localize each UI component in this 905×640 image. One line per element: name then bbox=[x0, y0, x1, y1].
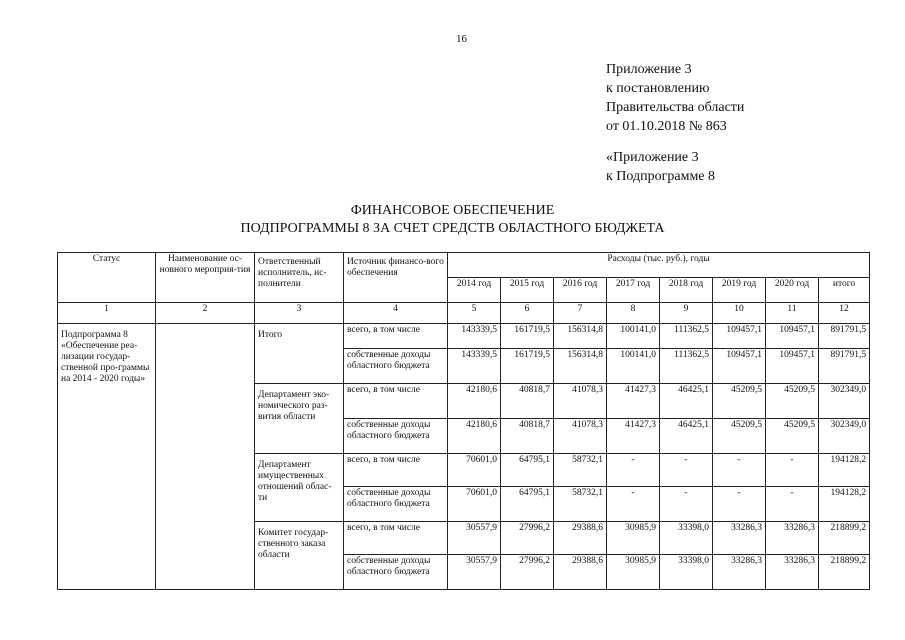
value-cell: 45209,5 bbox=[766, 384, 819, 419]
header-name: Наименование ос-новного мероприя-тия bbox=[156, 253, 255, 303]
value-cell: 40818,7 bbox=[501, 419, 554, 454]
appendix-sub-line: «Приложение 3 bbox=[606, 150, 699, 165]
value-cell: 45209,5 bbox=[713, 384, 766, 419]
source-cell: всего, в том числе bbox=[344, 384, 448, 419]
activity-name-cell bbox=[156, 324, 255, 590]
total-value-cell: 218899,2 bbox=[819, 522, 870, 555]
value-cell: 58732,1 bbox=[554, 454, 607, 487]
header-status: Статус bbox=[58, 253, 156, 303]
value-cell: 111362,5 bbox=[660, 324, 713, 349]
value-cell: 41078,3 bbox=[554, 384, 607, 419]
page-number: 16 bbox=[456, 33, 467, 45]
table-row bbox=[58, 324, 870, 349]
source-cell: всего, в том числе bbox=[344, 522, 448, 555]
header-year: 2017 год bbox=[607, 278, 660, 303]
value-cell: 41427,3 bbox=[607, 384, 660, 419]
header-source: Источник финансо-вого обеспечения bbox=[344, 253, 448, 303]
value-cell: 42180,6 bbox=[448, 384, 501, 419]
responsible-cell: Департамент эко-номического раз-вития области bbox=[255, 384, 344, 454]
source-cell: всего, в том числе bbox=[344, 324, 448, 349]
financing-table bbox=[57, 252, 870, 590]
appendix-line: от 01.10.2018 № 863 bbox=[606, 119, 727, 134]
column-number: 7 bbox=[554, 303, 607, 324]
header-total: итого bbox=[819, 278, 870, 303]
column-number: 3 bbox=[255, 303, 344, 324]
header-expenses: Расходы (тыс. руб.), годы bbox=[448, 253, 870, 278]
value-cell: 156314,8 bbox=[554, 324, 607, 349]
value-cell: 161719,5 bbox=[501, 349, 554, 384]
value-cell: 111362,5 bbox=[660, 349, 713, 384]
total-value-cell: 302349,0 bbox=[819, 384, 870, 419]
value-cell: 70601,0 bbox=[448, 487, 501, 522]
source-cell: всего, в том числе bbox=[344, 454, 448, 487]
column-number: 8 bbox=[607, 303, 660, 324]
header-year: 2016 год bbox=[554, 278, 607, 303]
title-line-1: ФИНАНСОВОЕ ОБЕСПЕЧЕНИЕ bbox=[350, 203, 555, 218]
value-cell: 29388,6 bbox=[554, 522, 607, 555]
value-cell: 45209,5 bbox=[713, 419, 766, 454]
value-cell: 143339,5 bbox=[448, 349, 501, 384]
responsible-cell: Итого bbox=[255, 324, 344, 384]
value-cell: 109457,1 bbox=[713, 324, 766, 349]
value-cell: 42180,6 bbox=[448, 419, 501, 454]
source-cell: собственные доходы областного бюджета bbox=[344, 419, 448, 454]
value-cell: 109457,1 bbox=[766, 349, 819, 384]
value-cell: 33398,0 bbox=[660, 522, 713, 555]
document-title bbox=[0, 202, 905, 238]
source-cell: собственные доходы областного бюджета bbox=[344, 487, 448, 522]
value-cell: 45209,5 bbox=[766, 419, 819, 454]
value-cell: 29388,6 bbox=[554, 555, 607, 590]
value-cell: - bbox=[660, 487, 713, 522]
responsible-cell: Департамент имущественных отношений облас-ти bbox=[255, 454, 344, 522]
value-cell: 64795,1 bbox=[501, 487, 554, 522]
column-number: 1 bbox=[58, 303, 156, 324]
value-cell: 100141,0 bbox=[607, 349, 660, 384]
header-year: 2015 год bbox=[501, 278, 554, 303]
value-cell: 30557,9 bbox=[448, 555, 501, 590]
total-value-cell: 194128,2 bbox=[819, 454, 870, 487]
total-value-cell: 302349,0 bbox=[819, 419, 870, 454]
value-cell: 70601,0 bbox=[448, 454, 501, 487]
column-number: 5 bbox=[448, 303, 501, 324]
responsible-cell: Комитет государ-ственного заказа области bbox=[255, 522, 344, 590]
value-cell: 156314,8 bbox=[554, 349, 607, 384]
header-responsible: Ответственный исполнитель, ис-полнители bbox=[255, 253, 344, 303]
column-number: 12 bbox=[819, 303, 870, 324]
value-cell: - bbox=[766, 487, 819, 522]
appendix-header bbox=[606, 60, 744, 136]
column-number: 11 bbox=[766, 303, 819, 324]
column-number: 6 bbox=[501, 303, 554, 324]
appendix-line: к постановлению bbox=[606, 81, 710, 96]
title-line-2: ПОДПРОГРАММЫ 8 ЗА СЧЕТ СРЕДСТВ ОБЛАСТНОГО БЮДЖЕТА bbox=[240, 221, 665, 236]
value-cell: - bbox=[713, 487, 766, 522]
total-value-cell: 891791,5 bbox=[819, 324, 870, 349]
value-cell: 41078,3 bbox=[554, 419, 607, 454]
value-cell: 58732,1 bbox=[554, 487, 607, 522]
column-number: 4 bbox=[344, 303, 448, 324]
value-cell: - bbox=[660, 454, 713, 487]
value-cell: 27996,2 bbox=[501, 522, 554, 555]
value-cell: 33286,3 bbox=[713, 522, 766, 555]
header-year: 2018 год bbox=[660, 278, 713, 303]
value-cell: 33286,3 bbox=[766, 522, 819, 555]
value-cell: - bbox=[607, 487, 660, 522]
value-cell: 46425,1 bbox=[660, 384, 713, 419]
value-cell: 27996,2 bbox=[501, 555, 554, 590]
source-cell: собственные доходы областного бюджета bbox=[344, 349, 448, 384]
value-cell: 64795,1 bbox=[501, 454, 554, 487]
status-cell: Подпрограмма 8 «Обеспечение реа-лизации государ-ственной про-граммы на 2014 - 2020 годы» bbox=[58, 324, 156, 590]
value-cell: 33398,0 bbox=[660, 555, 713, 590]
appendix-sub bbox=[606, 148, 715, 186]
value-cell: 143339,5 bbox=[448, 324, 501, 349]
value-cell: 46425,1 bbox=[660, 419, 713, 454]
column-number: 2 bbox=[156, 303, 255, 324]
total-value-cell: 218899,2 bbox=[819, 555, 870, 590]
appendix-line: Приложение 3 bbox=[606, 62, 692, 77]
value-cell: - bbox=[766, 454, 819, 487]
source-cell: собственные доходы областного бюджета bbox=[344, 555, 448, 590]
header-year: 2019 год bbox=[713, 278, 766, 303]
value-cell: 33286,3 bbox=[713, 555, 766, 590]
header-year: 2020 год bbox=[766, 278, 819, 303]
value-cell: 109457,1 bbox=[713, 349, 766, 384]
column-number: 9 bbox=[660, 303, 713, 324]
value-cell: 30557,9 bbox=[448, 522, 501, 555]
total-value-cell: 891791,5 bbox=[819, 349, 870, 384]
value-cell: 40818,7 bbox=[501, 384, 554, 419]
column-number: 10 bbox=[713, 303, 766, 324]
value-cell: - bbox=[713, 454, 766, 487]
value-cell: 100141,0 bbox=[607, 324, 660, 349]
value-cell: 33286,3 bbox=[766, 555, 819, 590]
value-cell: 41427,3 bbox=[607, 419, 660, 454]
appendix-sub-line: к Подпрограмме 8 bbox=[606, 169, 716, 184]
value-cell: 30985,9 bbox=[607, 555, 660, 590]
header-year: 2014 год bbox=[448, 278, 501, 303]
value-cell: 30985,9 bbox=[607, 522, 660, 555]
appendix-line: Правительства области bbox=[606, 100, 745, 115]
value-cell: 161719,5 bbox=[501, 324, 554, 349]
value-cell: 109457,1 bbox=[766, 324, 819, 349]
total-value-cell: 194128,2 bbox=[819, 487, 870, 522]
value-cell: - bbox=[607, 454, 660, 487]
